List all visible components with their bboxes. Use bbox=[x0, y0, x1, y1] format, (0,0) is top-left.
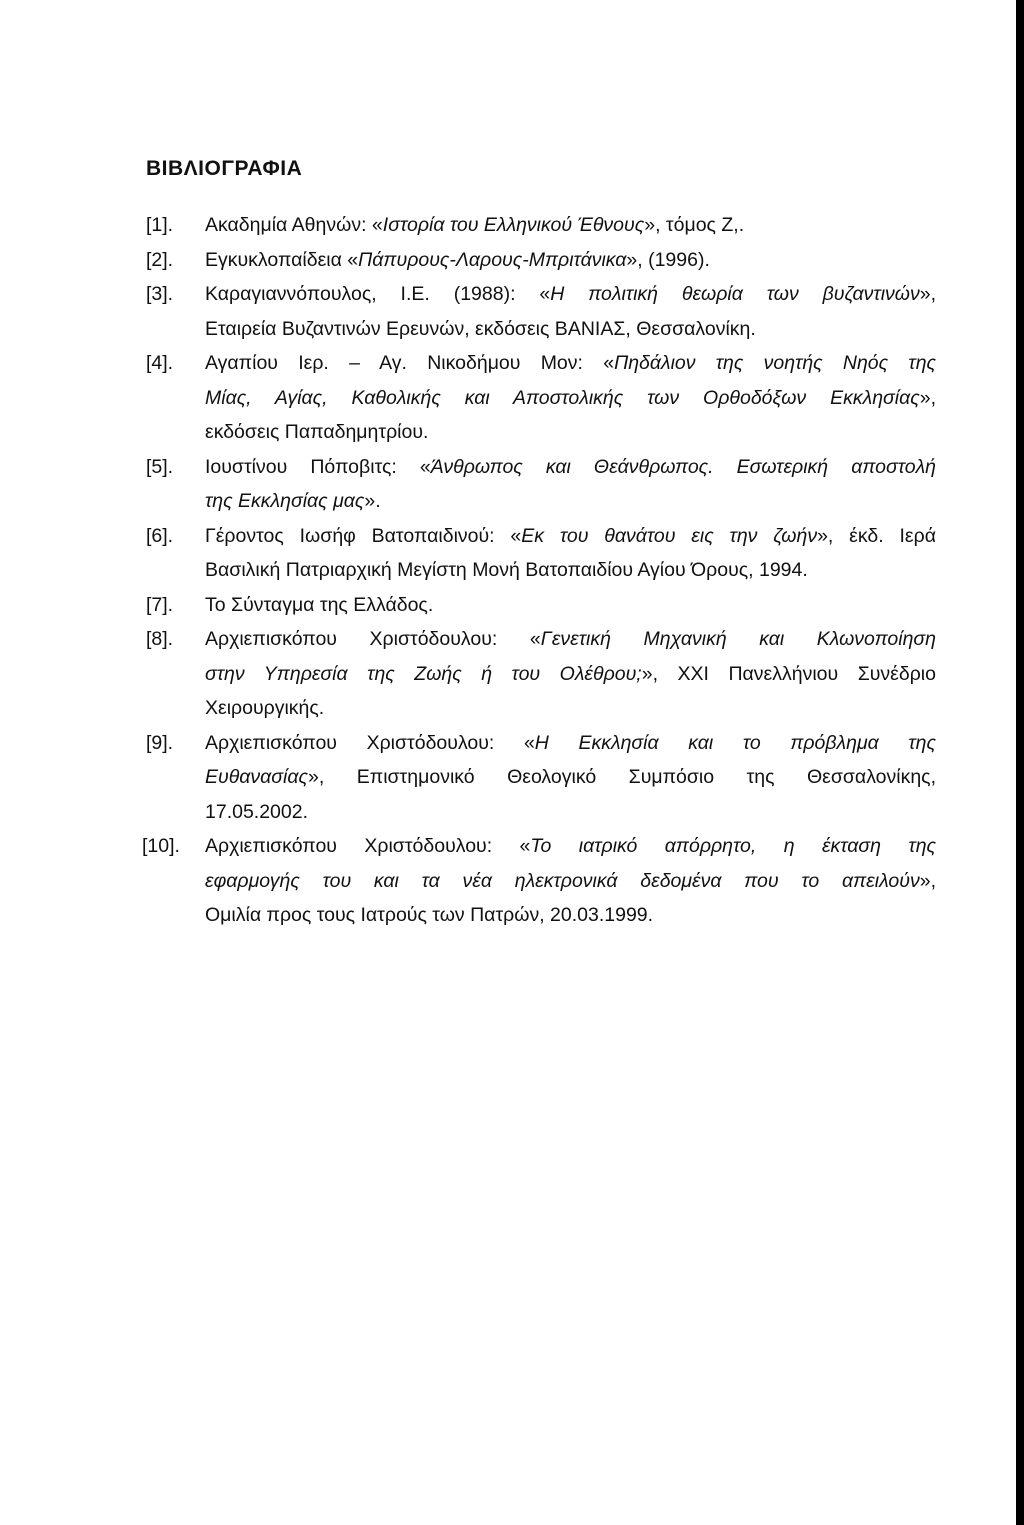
reference-title-text: στην Υπηρεσία της Ζωής ή του Ολέθρου; bbox=[205, 662, 642, 685]
reference-line bbox=[205, 795, 936, 830]
page-title: ΒΙΒΛΙΟΓΡΑΦΙΑ bbox=[146, 157, 303, 180]
reference-line bbox=[205, 691, 936, 726]
reference-text: », bbox=[919, 869, 936, 892]
reference-line bbox=[205, 381, 936, 416]
reference-text: », έκδ. Ιερά bbox=[817, 524, 936, 547]
reference-number: [1]. bbox=[146, 214, 174, 236]
reference-title-text: Πάπυρους-Λαρους-Μπριτάνικα bbox=[358, 248, 627, 271]
reference-number: [6]. bbox=[146, 524, 174, 547]
reference-text: Αρχιεπισκόπου Χριστόδουλου: « bbox=[205, 628, 541, 650]
reference-item bbox=[146, 346, 936, 450]
reference-text: », bbox=[919, 386, 936, 409]
reference-line bbox=[205, 450, 936, 485]
reference-item bbox=[146, 450, 936, 519]
reference-line bbox=[205, 657, 936, 692]
reference-text: », Επιστημονικό Θεολογικό Συμπόσιο της Θεσσαλονίκης, bbox=[308, 766, 936, 788]
reference-number: [10]. bbox=[142, 835, 180, 857]
reference-item bbox=[146, 588, 936, 623]
reference-text: Αρχιεπισκόπου Χριστόδουλου: « bbox=[205, 731, 535, 754]
reference-text: », XXI Πανελλήνιου Συνέδριο bbox=[641, 662, 936, 685]
reference-title-text: Εκ του θανάτου εις την ζωήν bbox=[521, 524, 818, 547]
reference-text: Χειρουργικής. bbox=[205, 697, 325, 719]
reference-title-text: της Εκκλησίας μας bbox=[205, 490, 365, 512]
reference-title-text: Η Εκκλησία και το πρόβλημα της bbox=[534, 731, 936, 754]
reference-line bbox=[205, 588, 936, 623]
reference-title-text: Η πολιτική θεωρία των βυζαντινών bbox=[550, 283, 920, 305]
reference-line bbox=[205, 519, 936, 554]
reference-number: [9]. bbox=[146, 731, 174, 754]
reference-text: Εγκυκλοπαίδεια « bbox=[205, 248, 359, 271]
reference-number: [3]. bbox=[146, 283, 174, 305]
reference-line bbox=[205, 312, 936, 347]
reference-number: [5]. bbox=[146, 455, 174, 478]
reference-item bbox=[146, 622, 936, 726]
reference-number: [2]. bbox=[146, 248, 174, 271]
reference-text: ». bbox=[364, 490, 381, 512]
reference-line bbox=[205, 415, 936, 450]
reference-line bbox=[205, 829, 936, 864]
reference-text: Γέροντος Ιωσήφ Βατοπαιδινού: « bbox=[205, 524, 522, 547]
reference-text: Αγαπίου Ιερ. – Αγ. Νικοδήμου Μον: « bbox=[205, 352, 615, 374]
reference-item bbox=[142, 829, 937, 933]
reference-item bbox=[146, 208, 936, 243]
reference-number: [8]. bbox=[146, 628, 174, 650]
reference-line bbox=[205, 243, 936, 278]
reference-line bbox=[205, 484, 936, 519]
reference-text: Ομιλία προς τους Ιατρούς των Πατρών, 20.03.1999. bbox=[205, 904, 654, 926]
reference-title-text: Πηδάλιον της νοητής Νηός της bbox=[614, 352, 936, 374]
reference-line bbox=[205, 760, 936, 795]
reference-line bbox=[205, 277, 936, 312]
reference-title-text: Ευθανασίας bbox=[205, 766, 308, 788]
reference-text: Βασιλική Πατριαρχική Μεγίστη Μονή Βατοπαιδίου Αγίου Όρους, 1994. bbox=[205, 559, 808, 581]
reference-text: », bbox=[919, 283, 936, 305]
reference-line bbox=[205, 898, 936, 933]
reference-text: Αρχιεπισκόπου Χριστόδουλου: « bbox=[205, 835, 531, 857]
reference-item bbox=[146, 726, 936, 830]
reference-title-text: Μίας, Αγίας, Καθολικής και Αποστολικής των Ορθοδόξων Εκκλησίας bbox=[205, 386, 920, 409]
reference-line bbox=[205, 622, 936, 657]
reference-number: [7]. bbox=[146, 593, 174, 616]
reference-line bbox=[205, 208, 936, 243]
reference-text: », (1996). bbox=[626, 248, 710, 271]
reference-text: 17.05.2002. bbox=[205, 800, 309, 823]
reference-title-text: Γενετική Μηχανική και Κλωνοποίηση bbox=[540, 628, 936, 650]
reference-title-text: Το ιατρικό απόρρητο, η έκταση της bbox=[530, 835, 937, 857]
reference-title-text: εφαρμογής του και τα νέα ηλεκτρονικά δεδομένα που το απειλούν bbox=[205, 869, 920, 892]
reference-text: Ιουστίνου Πόποβιτς: « bbox=[205, 455, 431, 478]
reference-text: Καραγιαννόπουλος, Ι.Ε. (1988): « bbox=[205, 283, 551, 305]
reference-list bbox=[142, 208, 937, 933]
reference-text: », τόμος Ζ,. bbox=[644, 214, 745, 236]
reference-text: Ακαδημία Αθηνών: « bbox=[205, 214, 383, 236]
reference-line bbox=[205, 346, 936, 381]
reference-line bbox=[205, 726, 936, 761]
reference-title-text: Άνθρωπος και Θεάνθρωπος. Εσωτερική αποστολή bbox=[430, 455, 936, 478]
reference-number: [4]. bbox=[146, 352, 174, 374]
reference-title-text: Ιστορία του Ελληνικού Έθνους bbox=[382, 214, 645, 236]
reference-text: εκδόσεις Παπαδημητρίου. bbox=[205, 421, 429, 443]
reference-item bbox=[146, 519, 936, 588]
reference-item bbox=[146, 277, 936, 346]
reference-text: Εταιρεία Βυζαντινών Ερευνών, εκδόσεις ΒΑΝΙΑΣ, Θεσσαλονίκη. bbox=[205, 317, 756, 340]
reference-item bbox=[146, 243, 936, 278]
reference-text: Το Σύνταγμα της Ελλάδος. bbox=[205, 593, 434, 616]
reference-line bbox=[205, 864, 936, 899]
reference-line bbox=[205, 553, 936, 588]
